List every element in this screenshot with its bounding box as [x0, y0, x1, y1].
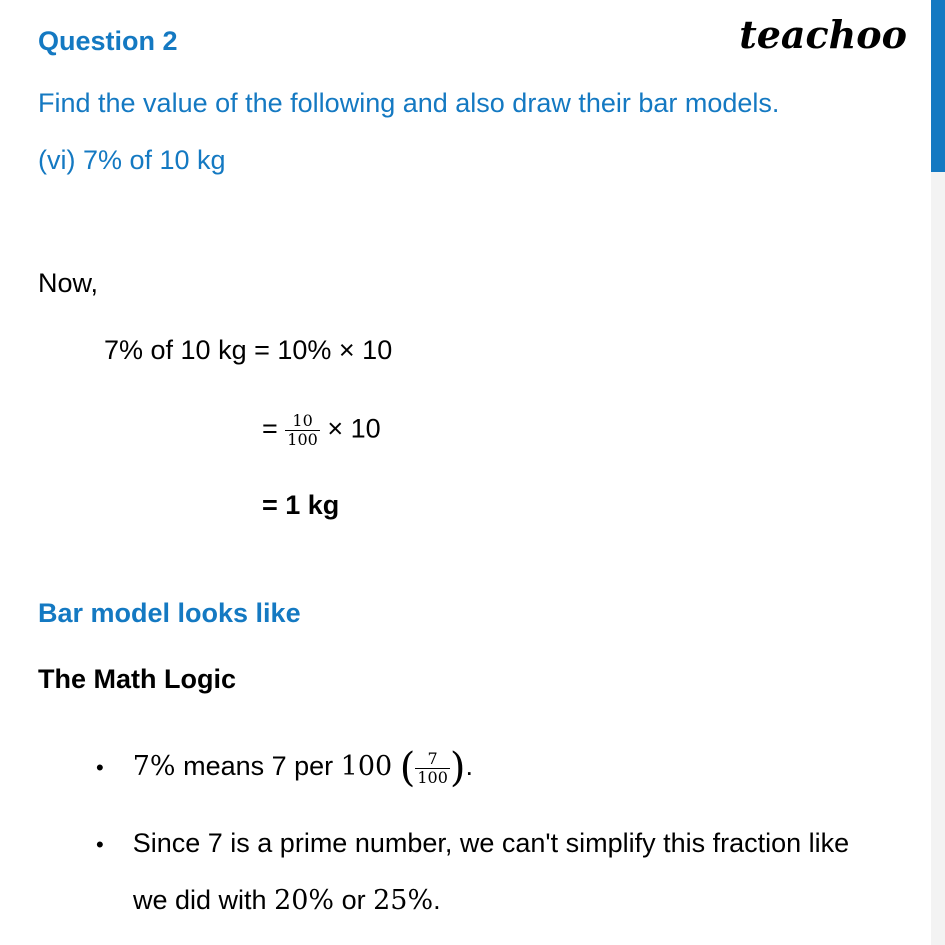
bar-model-heading: Bar model looks like	[38, 598, 301, 628]
bullet-2-text: Since 7 is a prime number, we can't simplify this fraction like	[132, 828, 850, 858]
percent-seven: 7%	[132, 751, 176, 783]
right-paren: )	[449, 745, 466, 791]
bullet-2-end: .	[433, 885, 441, 915]
fraction-seven-hundred	[415, 750, 450, 787]
percent-twentyfive: 25%	[373, 885, 434, 916]
scrollbar-thumb[interactable]	[931, 0, 945, 172]
fraction-numerator: 10	[292, 411, 313, 430]
bullet-1	[96, 745, 474, 791]
math-logic-heading: The Math Logic	[38, 664, 236, 694]
solution-result: = 1 kg	[262, 490, 340, 520]
question-text: Find the value of the following and also draw their bar models.	[38, 88, 780, 118]
bullet-2-line-2	[133, 885, 441, 916]
bullet-1-text: means 7 per	[175, 751, 341, 782]
fraction-denominator: 100	[287, 430, 318, 449]
fraction	[285, 412, 320, 449]
bullet-2-line-1	[96, 828, 849, 859]
fraction-numerator: 7	[427, 748, 438, 768]
fraction-denominator: 100	[417, 767, 448, 787]
question-title: Question 2	[38, 26, 178, 56]
scrollbar[interactable]	[931, 0, 945, 945]
equals-sign: =	[262, 413, 278, 444]
solution-step-1: 7% of 10 kg = 10% × 10	[104, 335, 393, 365]
bullet-icon: •	[96, 755, 104, 781]
solution-step-2	[262, 412, 381, 449]
question-part: (vi) 7% of 10 kg	[38, 145, 226, 175]
teachoo-logo: teachoo	[739, 12, 907, 57]
left-paren: (	[399, 745, 416, 791]
multiply-term: × 10	[327, 413, 381, 444]
percent-twenty: 20%	[274, 885, 335, 916]
bullet-icon: •	[96, 832, 104, 857]
now-label: Now,	[38, 268, 99, 298]
hundred-value: 100	[340, 751, 393, 783]
bullet-1-end: .	[465, 751, 474, 782]
bullet-2-text-a: we did with	[133, 885, 275, 915]
bullet-2-or: or	[334, 885, 374, 915]
